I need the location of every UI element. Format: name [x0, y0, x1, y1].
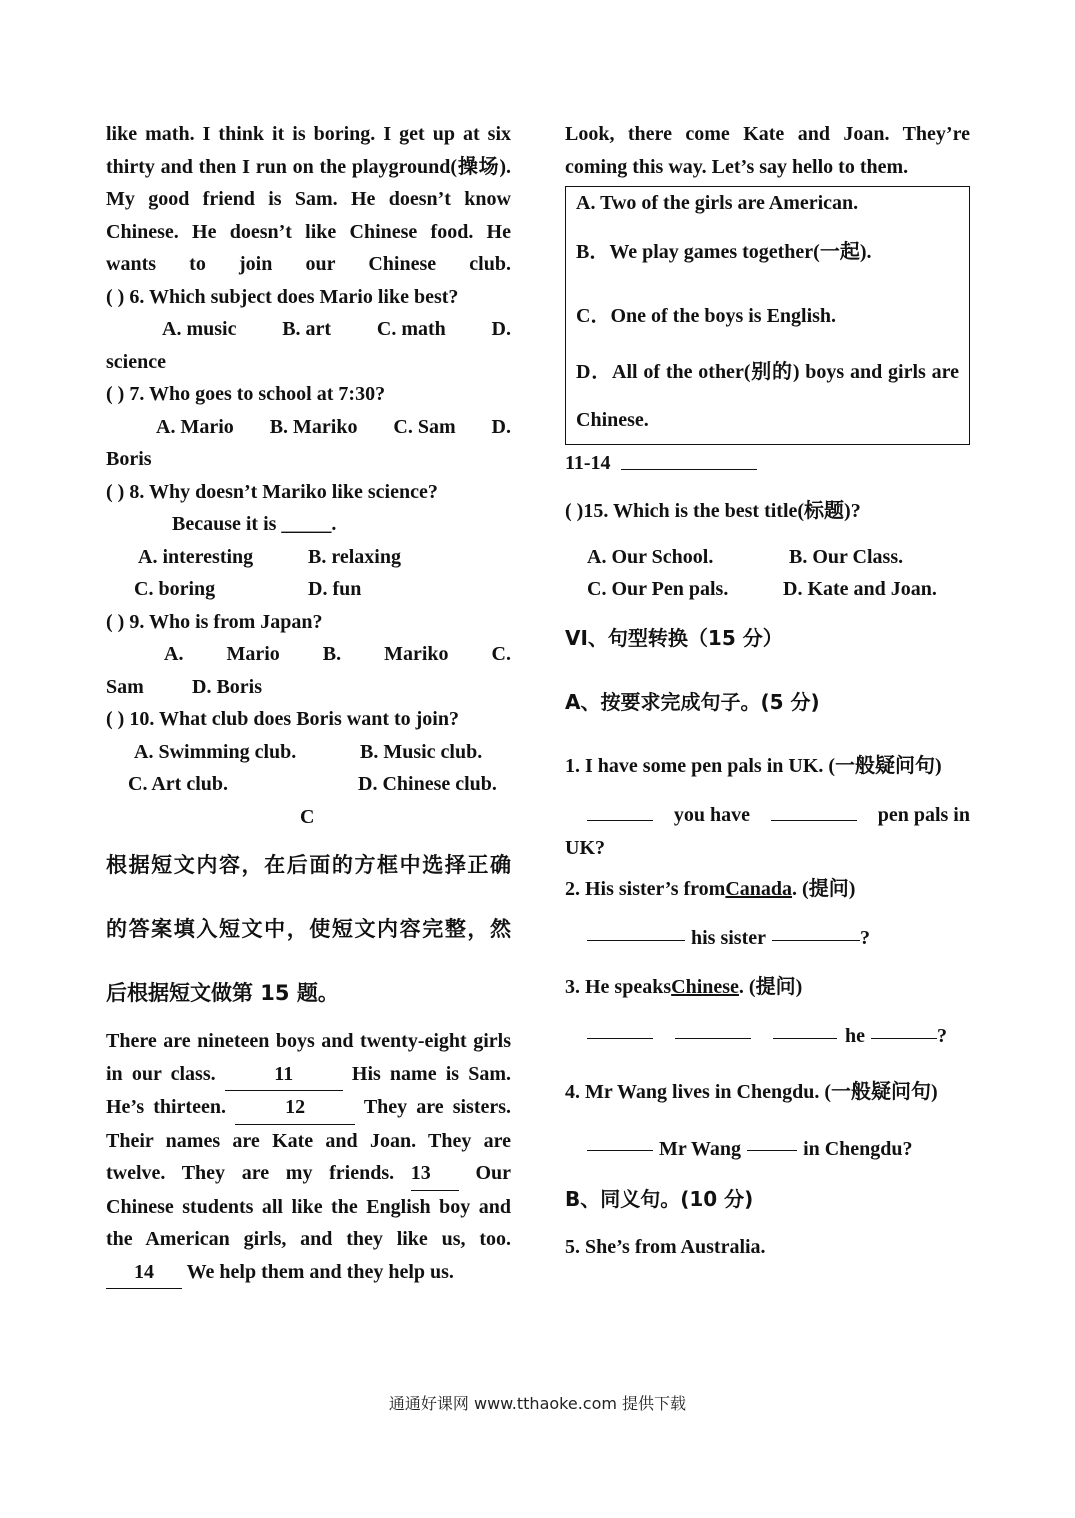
- options-row: [106, 671, 511, 704]
- left-column: [106, 118, 511, 1289]
- question-stem: ( ) 7. Who goes to school at 7:30?: [106, 383, 386, 405]
- options-row: [106, 411, 511, 444]
- option: D.: [491, 318, 511, 340]
- blank-11: 11: [225, 1058, 343, 1092]
- option: A. music: [162, 318, 237, 340]
- option: A. Swimming club.: [134, 740, 297, 763]
- answer-blank[interactable]: [747, 1124, 797, 1151]
- box-option-d: D．All of the other(别的) boys and girls are Chinese.: [576, 360, 959, 431]
- options-row: [565, 541, 970, 574]
- option: B.: [322, 643, 342, 665]
- option: A. interesting: [138, 545, 254, 568]
- section-letter: C: [300, 805, 315, 828]
- blank-13: 13: [411, 1157, 459, 1191]
- sentence-1-tail: UK?: [565, 836, 605, 859]
- option: D.: [491, 415, 511, 438]
- option: D. Chinese club.: [358, 773, 497, 795]
- question-8: [106, 476, 511, 606]
- option: C. Art club.: [128, 773, 228, 795]
- option: D. Kate and Joan.: [783, 578, 937, 600]
- option: A.: [164, 643, 184, 665]
- option: C. boring: [134, 578, 216, 600]
- options-row: [106, 541, 511, 574]
- blank-12: 12: [235, 1091, 355, 1125]
- question-sub: Because it is _____.: [172, 513, 337, 535]
- options-row: [106, 638, 511, 671]
- option: B. Mariko: [269, 415, 358, 438]
- question-10: [106, 703, 511, 801]
- instruction-line: 根据短文内容，在后面的方框中选择正确: [106, 853, 511, 877]
- answer-blank[interactable]: [587, 1124, 653, 1151]
- answer-line: 11-14: [565, 445, 970, 481]
- option: Mariko: [384, 643, 449, 665]
- sentence-2-prompt: 2. His sister’s from Canada . (提问): [565, 877, 856, 900]
- answer-blank[interactable]: [771, 798, 857, 821]
- question-15-stem: ( )15. Which is the best title(标题)?: [565, 499, 861, 522]
- options-row: [106, 313, 511, 346]
- answer-blank[interactable]: [587, 1012, 653, 1039]
- answer-blank[interactable]: [773, 1012, 837, 1039]
- answer-blank[interactable]: [772, 914, 860, 941]
- option-tail: Boris: [106, 448, 152, 470]
- question-stem: ( ) 6. Which subject does Mario like best?: [106, 285, 459, 308]
- sentence-3-answer: he ?: [565, 1012, 970, 1060]
- section-6-heading: VI、句型转换（15 分）: [565, 625, 783, 650]
- option: C.: [491, 643, 511, 665]
- answer-blank[interactable]: [871, 1012, 937, 1039]
- box-option-c: C．One of the boys is English.: [576, 304, 837, 327]
- answer-blank[interactable]: [675, 1012, 751, 1039]
- box-option-b: B．We play games together(一起).: [576, 240, 872, 263]
- option: C. math: [376, 318, 446, 340]
- option: B. relaxing: [308, 545, 401, 568]
- options-row: [106, 573, 511, 606]
- page-footer: 通通好课网 www.tthaoke.com 提供下载: [388, 1394, 687, 1413]
- sentence-1-prompt: 1. I have some pen pals in UK. (一般疑问句): [565, 754, 942, 777]
- option: Sam: [106, 675, 144, 698]
- passage-intro: like math. I think it is boring. I get up at six thirty and then I run on the playground(操场). My good friend is Sam. He doesn’t know Chinese. He doesn’t like Chinese food. He wants to join our Chinese club.: [106, 123, 511, 275]
- question-stem: ( ) 10. What club does Boris want to join?: [106, 708, 459, 730]
- option: Mario: [226, 643, 280, 665]
- option: A. Our School.: [587, 545, 714, 568]
- options-row: [106, 736, 511, 769]
- sentence-2-answer: his sister ?: [565, 914, 970, 962]
- options-row: [565, 573, 970, 606]
- sentence-4-prompt: 4. Mr Wang lives in Chengdu. (一般疑问句): [565, 1080, 938, 1103]
- question-6: [106, 281, 511, 379]
- cloze-passage: There are nineteen boys and twenty-eight girls in our class. 11 His name is Sam. He’s thirteen. 12 They are sisters. Their names are Kate and Joan. They are twelve. They are my friends. 13 Our Chinese students all like the English boy and the American girls, and they like us, too. 14 We help them and they help us.: [106, 1025, 511, 1289]
- option: D. Boris: [192, 675, 262, 698]
- option: A. Mario: [156, 415, 234, 438]
- options-box: [565, 186, 970, 445]
- answer-blank[interactable]: [587, 798, 653, 821]
- question-9: [106, 606, 511, 704]
- answer-blank[interactable]: [587, 914, 685, 941]
- option: D. fun: [308, 578, 362, 600]
- cloze-ending: Look, there come Kate and Joan. They’re coming this way. Let’s say hello to them.: [565, 123, 970, 178]
- answer-blank[interactable]: [621, 445, 757, 470]
- right-column: [565, 118, 970, 1270]
- box-option-a: A. Two of the girls are American.: [576, 192, 859, 214]
- part-b-heading: B、同义句。(10 分): [565, 1186, 754, 1211]
- option: B. Our Class.: [789, 545, 904, 568]
- sentence-5-prompt: 5. She’s from Australia.: [565, 1235, 766, 1258]
- option: B. art: [282, 318, 332, 340]
- part-a-heading: A、按要求完成句子。(5 分): [565, 689, 820, 714]
- question-stem: ( ) 8. Why doesn’t Mariko like science?: [106, 480, 438, 503]
- option: C. Our Pen pals.: [587, 578, 729, 600]
- instruction-line: 的答案填入短文中，使短文内容完整，然: [106, 917, 511, 941]
- option-tail: science: [106, 350, 166, 373]
- options-row: [106, 768, 511, 801]
- question-7: [106, 378, 511, 476]
- sentence-1-answer: you have pen pals in: [565, 798, 970, 832]
- option: C. Sam: [393, 415, 456, 438]
- question-stem: ( ) 9. Who is from Japan?: [106, 610, 323, 633]
- instruction-line: 后根据短文做第 15 题。: [106, 981, 339, 1005]
- blank-14: 14: [106, 1256, 182, 1290]
- sentence-3-prompt: 3. He speaks Chinese . (提问): [565, 975, 803, 998]
- sentence-4-answer: Mr Wang in Chengdu?: [565, 1124, 970, 1174]
- option: B. Music club.: [360, 740, 483, 763]
